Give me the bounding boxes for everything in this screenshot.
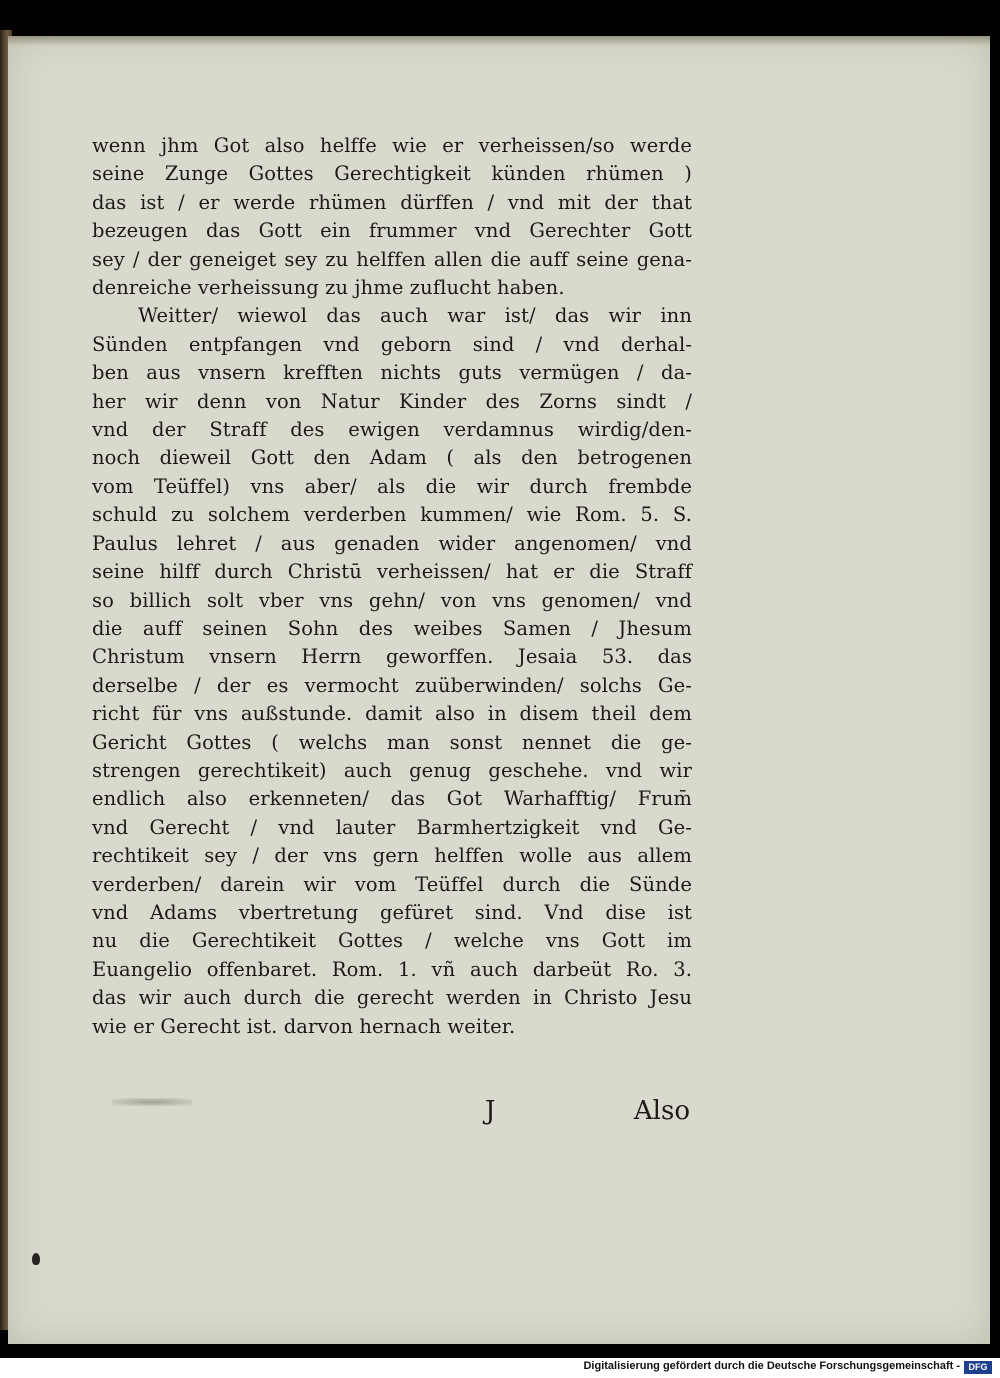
text-line: nu die Gerechtikeit Gottes / welche vns Gott im xyxy=(92,929,692,953)
text-line: strengen gerechtikeit) auch genug geschehe. vnd wir xyxy=(92,758,692,782)
body-text xyxy=(92,132,692,1041)
text-line: noch dieweil Gott den Adam ( als den betrogenen xyxy=(92,446,692,470)
text-line: denreiche verheissung zu jhme zuflucht haben. xyxy=(92,276,565,300)
text-line: Gericht Gottes ( welchs man sonst nennet die ge- xyxy=(92,730,692,754)
text-line: bezeugen das Gott ein frummer vnd Gerechter Gott xyxy=(92,219,692,243)
text-line: wenn jhm Got also helffe wie er verheissen/so werde xyxy=(92,134,692,157)
text-line: derselbe / der es vermocht zuüberwinden/ solchs Ge- xyxy=(92,673,692,697)
text-line: Christum vnsern Herrn geworffen. Jesaia 53. das xyxy=(92,645,692,669)
page-top-shadow xyxy=(8,36,990,46)
text-line: Weitter/ wiewol das auch war ist/ das wir inn xyxy=(138,304,692,328)
text-line: seine Zunge Gottes Gerechtigkeit künden rhümen ) xyxy=(92,162,692,186)
text-line: das ist / er werde rhümen dürffen / vnd mit der that xyxy=(92,190,692,214)
text-line: Sünden entpfangen vnd geborn sind / vnd derhal- xyxy=(92,332,692,356)
text-line: wie er Gerecht ist. darvon hernach weiter. xyxy=(92,1014,516,1038)
text-line: sey / der geneiget sey zu helffen allen die auff seine gena- xyxy=(92,247,692,271)
text-line: schuld zu solchem verderben kummen/ wie Rom. 5. S. xyxy=(92,503,692,527)
text-line: rechtikeit sey / der vns gern helffen wolle aus allem xyxy=(92,844,692,868)
ink-smudge xyxy=(112,1098,192,1106)
dfg-logo: DFG xyxy=(964,1361,992,1374)
text-line: seine hilff durch Christū verheissen/ hat er die Straff xyxy=(92,560,692,584)
text-line: so billich solt vber vns gehn/ von vns genomen/ vnd xyxy=(92,588,692,612)
text-line: Paulus lehret / aus genaden wider angenomen/ vnd xyxy=(92,531,692,555)
text-line: richt für vns außstunde. damit also in disem theil dem xyxy=(92,702,692,726)
text-line: das wir auch durch die gerecht werden in Christo Jesu xyxy=(92,986,692,1010)
text-line: Euangelio offenbaret. Rom. 1. vñ auch darbeüt Ro. 3. xyxy=(92,957,692,981)
text-line: her wir denn von Natur Kinder des Zorns sindt / xyxy=(92,389,692,413)
text-line: endlich also erkenneten/ das Got Warhafftig/ Frum̄ xyxy=(92,787,692,811)
text-line: ben aus vnsern krefften nichts guts vermügen / da- xyxy=(92,361,692,385)
text-line: vnd der Straff des ewigen verdamnus wirdig/den- xyxy=(92,418,692,442)
ink-spot xyxy=(32,1253,40,1265)
signature-mark: J xyxy=(485,1096,496,1126)
text-line: vnd Adams vbertretung gefüret sind. Vnd dise ist xyxy=(92,900,692,924)
funding-credit: Digitalisierung gefördert durch die Deutsche Forschungsgemeinschaft - xyxy=(583,1360,960,1372)
text-line: verderben/ darein wir vom Teüffel durch die Sünde xyxy=(92,872,692,896)
digitization-footer xyxy=(0,1358,1000,1378)
text-line: vom Teüffel) vns aber/ als die wir durch frembde xyxy=(92,474,692,498)
text-line: vnd Gerecht / vnd lauter Barmhertzigkeit vnd Ge- xyxy=(92,815,692,839)
catchword: Also xyxy=(633,1096,690,1126)
page-foot xyxy=(485,1096,690,1136)
text-line: die auff seinen Sohn des weibes Samen / Jhesum xyxy=(92,616,692,640)
